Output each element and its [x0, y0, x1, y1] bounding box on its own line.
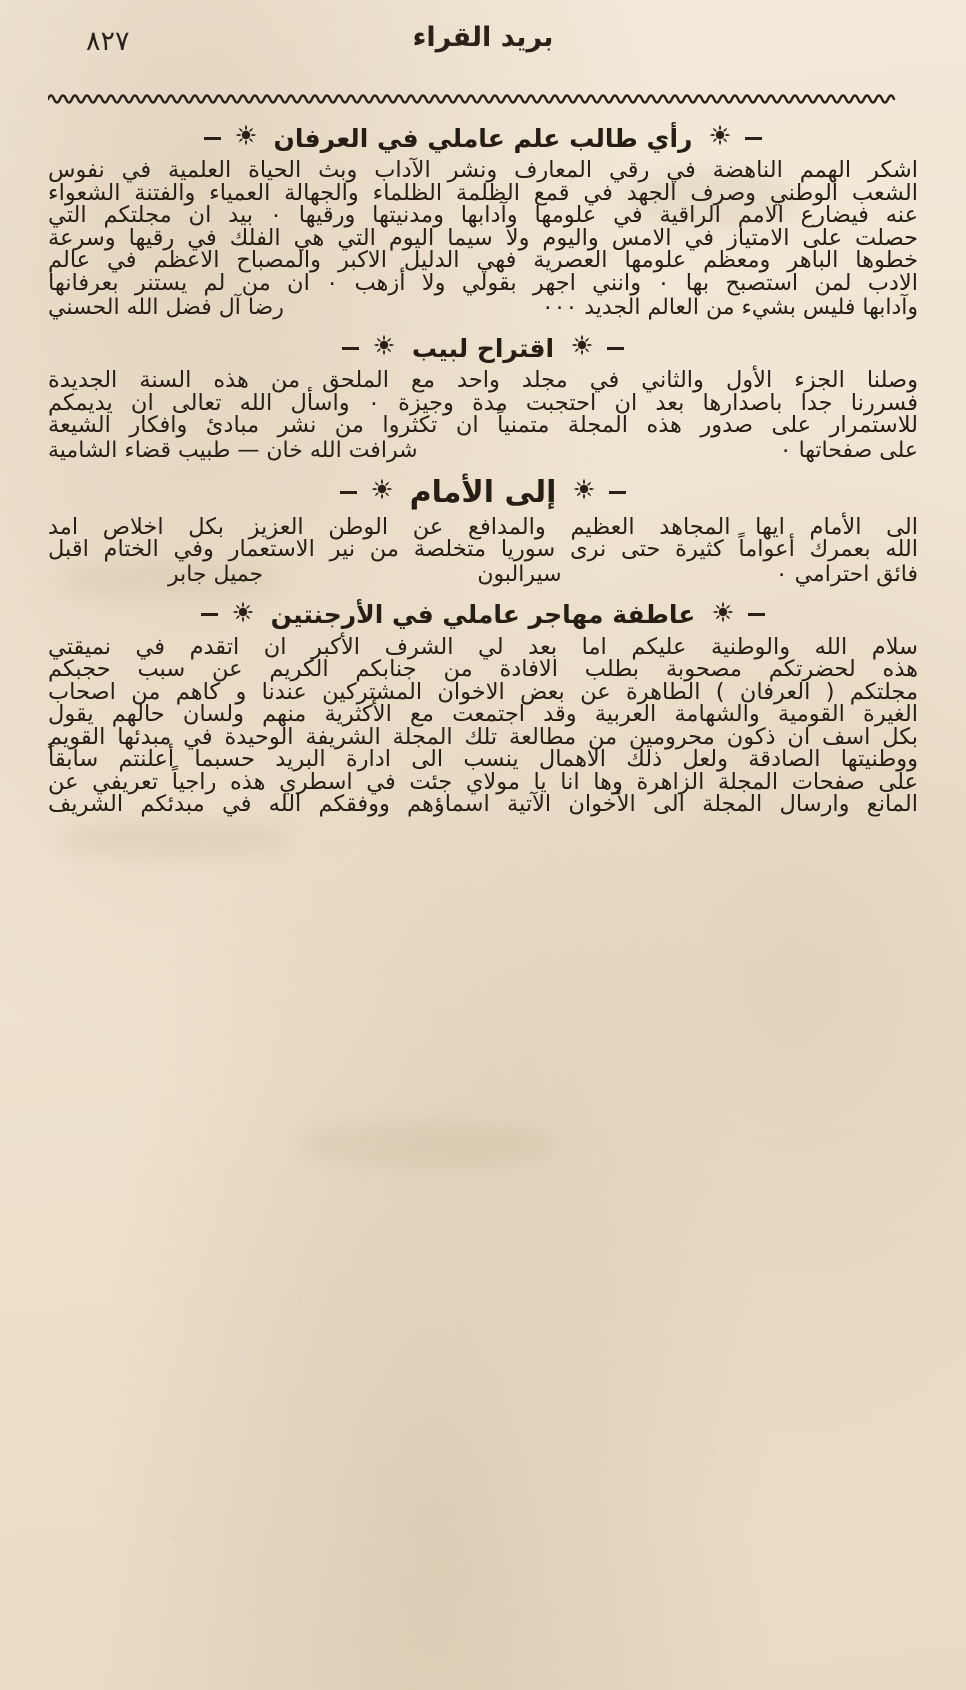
floral-rosette-icon: [370, 477, 394, 507]
heading-dash-right: [204, 137, 221, 140]
heading-dash-left: [609, 491, 626, 494]
heading-dash-left: [745, 137, 762, 140]
wavy-divider-rule: [48, 90, 918, 104]
text-line: ووطنيتها الصادقة ولعل ذلك الاهمال ينسب الى ادارة البريد حسبما أعلنتم سابقاً: [48, 746, 918, 772]
heading-dash-right: [340, 491, 357, 494]
text-line: الى الأمام ايها المجاهد العظيم والمدافع عن الوطن العزيز بكل اخلاص امد: [48, 513, 918, 540]
text-line: مجلتكم ( العرفان ) الطاهرة عن بعض الاخوان المشتركين عندنا و كاهم من اصحاب: [48, 678, 918, 705]
text-line: بكل اسف ان ذكون محرومين من مطالعة تلك المجلة الشريفة الوحيدة في مبدئها القويم: [48, 723, 918, 750]
heading-dash-left: [607, 347, 624, 350]
text-line: الغيرة القومية والشهامة العربية وقد اجتمعت مع الأكثرية منهم ولسان حالهم يقول: [48, 701, 918, 727]
letter-section: [48, 589, 918, 816]
text-line: اشكر الهمم الناهضة في رقي المعارف ونشر الآداب وبث الحياة العلمية في نفوس: [48, 157, 918, 183]
letter-signature: جميل جابر: [167, 561, 264, 587]
letter-closing-line: [48, 437, 918, 463]
text-line: على صفحاتها ٠: [779, 437, 918, 463]
text-line: فسررنا جدا باصدارها بعد ان احتجبت مدة وجيزة ٠ واسأل الله تعالى ان يديمكم: [48, 389, 918, 416]
floral-rosette-icon: [231, 600, 255, 630]
letter-body: [48, 369, 918, 437]
text-line: على صفحات المجلة الزاهرة وها انا يا مولاي جئت في اسطري هذه راجياً تعريفي عن: [48, 768, 918, 795]
section-heading-text: رأي طالب علم عاملي في العرفان: [273, 123, 693, 153]
running-title: بريد القراء: [412, 22, 554, 53]
text-line: المانع وارسال المجلة الى الأخوان الآتية اسماؤهم ووفقكم الله في مبدئكم الشريف: [48, 791, 918, 817]
floral-rosette-icon: [708, 123, 732, 153]
text-line: الشعب الوطني وصرف الجهد في قمع الظلمة الظلماء والجهالة العمياء والفتنة الشعواء: [48, 179, 918, 206]
page-number: ٨٢٧: [86, 26, 130, 57]
letter-body: [48, 513, 918, 562]
letters-column: [48, 112, 918, 1678]
section-heading-text: عاطفة مهاجر عاملي في الأرجنتين: [270, 600, 696, 629]
heading-dash-right: [201, 613, 218, 616]
section-heading: [48, 322, 918, 369]
letter-signature-place: سيرالبون: [477, 561, 562, 587]
floral-rosette-icon: [234, 123, 258, 153]
letter-body: [48, 633, 918, 817]
section-heading: [48, 112, 918, 159]
floral-rosette-icon: [711, 600, 735, 630]
text-line: الله بعمرك أعواماً كثيرة حتى نرى سوريا متخلصة من نير الاستعمار وفي الختام اقبل: [48, 536, 918, 562]
letter-closing-line: [48, 561, 918, 587]
letter-body: [48, 159, 918, 294]
text-line: سلام الله والوطنية عليكم اما بعد لي الشرف الأكبر ان اتقدم في نميقتي: [48, 633, 918, 660]
text-line: حصلت على الامتياز في الامس واليوم ولا سيما اليوم التي هي الفلك في رقيها وسرعة: [48, 224, 918, 251]
section-heading-text: اقتراح لبيب: [411, 333, 555, 363]
text-line: فائق احترامي ٠: [775, 561, 918, 587]
text-line: وآدابها فليس بشيء من العالم الجديد ٠٠٠: [541, 295, 918, 320]
letter-signature: رضا آل فضل الله الحسني: [48, 295, 284, 320]
section-heading: [48, 465, 918, 516]
text-line: وصلنا الجزء الأول والثاني في مجلد واحد مع الملحق من هذه السنة الجديدة: [48, 367, 918, 393]
heading-dash-right: [342, 347, 359, 350]
text-line: للاستمرار على صدور هذه المجلة متمنياً ان تكثروا من نشر مبادئ وافكار الشيعة: [48, 412, 918, 438]
running-head: [48, 22, 918, 68]
text-line: هذه لحضرتكم مصحوبة بطلب الافادة من جنابكم الكريم عن سبب حجبكم: [48, 656, 918, 682]
heading-dash-left: [748, 613, 765, 616]
text-line: خطوها الباهر ومعظم علومها العصرية فهي الدليل الاكبر والمصباح الاعظم في عالم: [48, 247, 918, 273]
text-line: عنه فيضارع الامم الراقية في علومها وآدابها ومدنيتها ورقيها ٠ بيد ان مجلتكم التي: [48, 202, 918, 228]
floral-rosette-icon: [570, 333, 594, 363]
letter-section: [48, 465, 918, 587]
section-heading: [48, 589, 918, 636]
letter-closing-line: [48, 294, 918, 320]
letter-section: [48, 322, 918, 463]
text-line: الادب لمن استصبح بها ٠ وانني اجهر بقولي ولا أزهب ٠ ان من لم يستنر بعرفانها: [48, 269, 918, 296]
letter-section: [48, 112, 918, 320]
section-heading-text: إلى الأمام: [409, 474, 557, 510]
letter-signature: شرافت الله خان — طبيب قضاء الشامية: [48, 437, 418, 463]
floral-rosette-icon: [372, 333, 396, 363]
floral-rosette-icon: [572, 477, 596, 507]
